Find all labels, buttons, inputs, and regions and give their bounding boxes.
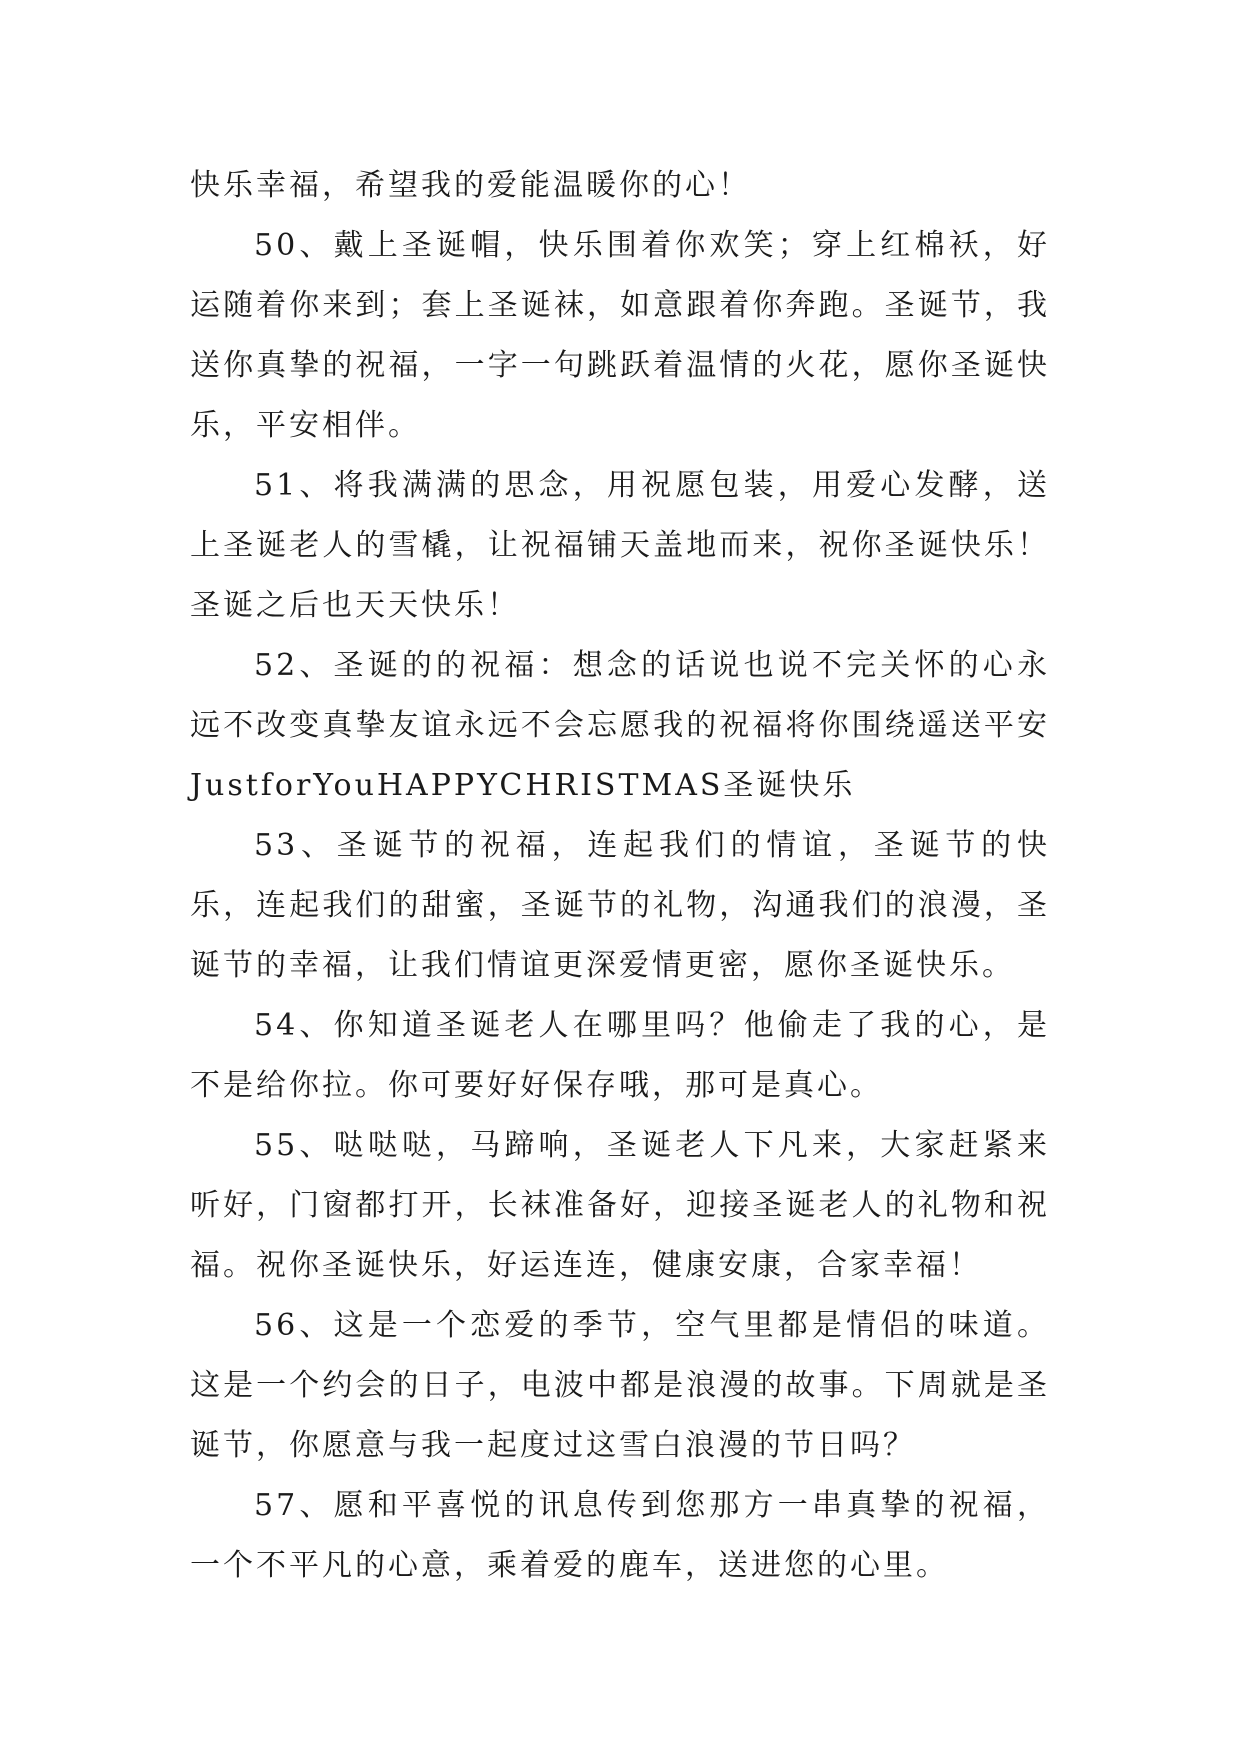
paragraph-55: 55、哒哒哒，马蹄响，圣诞老人下凡来，大家赶紧来听好，门窗都打开，长袜准备好，迎接圣诞老人的礼物和祝福。祝你圣诞快乐，好运连连，健康安康，合家幸福！ — [190, 1128, 1050, 1283]
paragraph-53: 53、圣诞节的祝福，连起我们的情谊，圣诞节的快乐，连起我们的甜蜜，圣诞节的礼物，沟通我们的浪漫，圣诞节的幸福，让我们情谊更深爱情更密，愿你圣诞快乐。 — [190, 828, 1050, 983]
paragraph-52: 52、圣诞的的祝福：想念的话说也说不完关怀的心永远不改变真挚友谊永远不会忘愿我的祝福将你围绕遥送平安JustforYouHAPPYCHRISTMAS圣诞快乐 — [190, 648, 1050, 803]
paragraph-54: 54、你知道圣诞老人在哪里吗？他偷走了我的心，是不是给你拉。你可要好好保存哦，那可是真心。 — [190, 1008, 1050, 1103]
paragraph-57: 57、愿和平喜悦的讯息传到您那方一串真挚的祝福，一个不平凡的心意，乘着爱的鹿车，送进您的心里。 — [190, 1488, 1050, 1583]
paragraph-51: 51、将我满满的思念，用祝愿包装，用爱心发酵，送上圣诞老人的雪橇，让祝福铺天盖地而来，祝你圣诞快乐！圣诞之后也天天快乐！ — [190, 468, 1050, 623]
paragraph-continuation: 快乐幸福，希望我的爱能温暖你的心！ — [190, 168, 751, 203]
paragraph-56: 56、这是一个恋爱的季节，空气里都是情侣的味道。这是一个约会的日子，电波中都是浪漫的故事。下周就是圣诞节，你愿意与我一起度过这雪白浪漫的节日吗？ — [190, 1308, 1050, 1463]
paragraph-50: 50、戴上圣诞帽，快乐围着你欢笑；穿上红棉袄，好运随着你来到；套上圣诞袜，如意跟着你奔跑。圣诞节，我送你真挚的祝福，一字一句跳跃着温情的火花，愿你圣诞快乐，平安相伴。 — [190, 228, 1050, 443]
document-body — [190, 156, 1050, 1596]
